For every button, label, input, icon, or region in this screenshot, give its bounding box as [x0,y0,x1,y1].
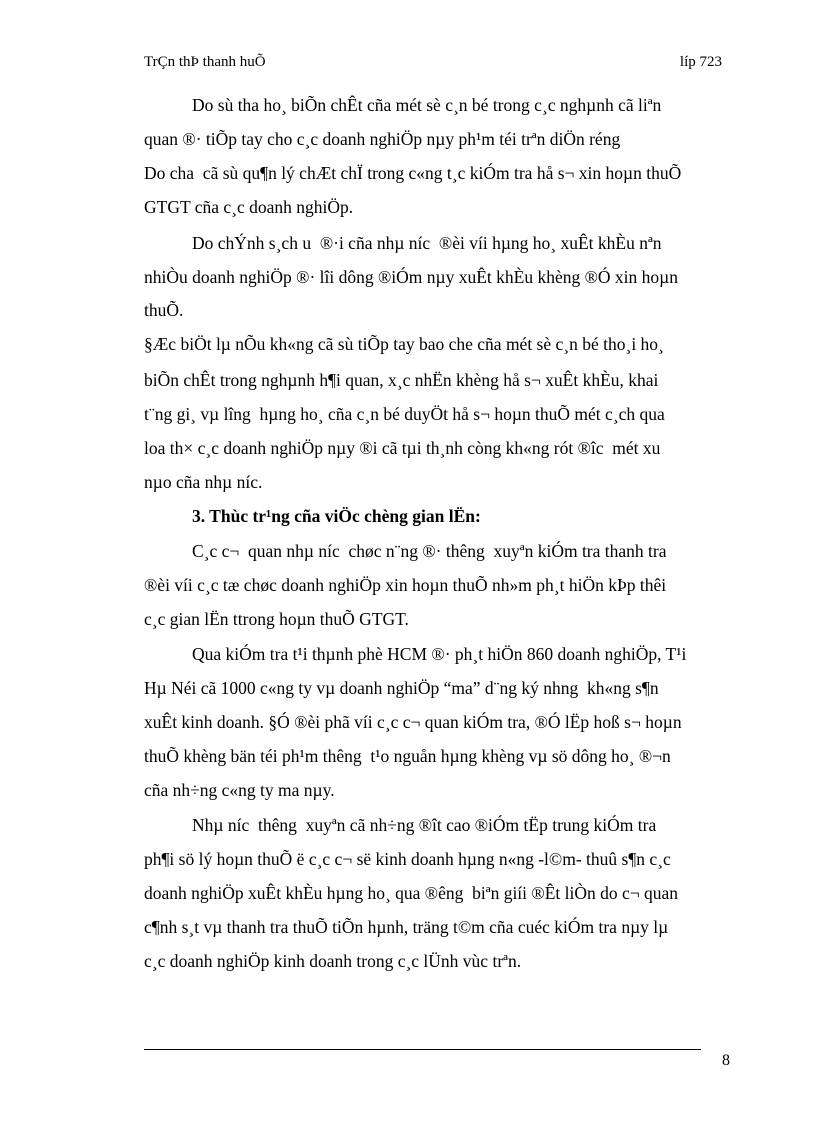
text-line: ph¶i sö lý hoµn thuÕ ë c¸c c¬ së kinh doanh hµng n«ng -l©m- thuû s¶n c¸c [144,849,671,869]
text-line: Qua kiÓm tra t¹i thµnh phè HCM ®· ph¸t hiÖn 860 doanh nghiÖp, T¹i [192,644,687,664]
text-line: nhiÒu doanh nghiÖp ®· lîi dông ®iÓm nµy xuÊt khÈu khèng ®Ó xin hoµn [144,267,678,287]
text-line: thuÕ khèng bän téi ph¹m thêng t¹o nguån hµng khèng vµ sö dông ho¸ ®¬n [144,746,671,766]
text-line: t¨ng gi¸ vµ lîng hµng ho¸ cña c¸n bé duyÖt hå s¬ hoµn thuÕ mét c¸ch qua [144,404,665,424]
text-line: nµo cña nhµ níc. [144,472,263,492]
text-line: c¸c gian lËn ttrong hoµn thuÕ GTGT. [144,609,409,629]
text-line: cña nh÷ng c«ng ty ma nµy. [144,780,335,800]
text-line: ®èi víi c¸c tæ chøc doanh nghiÖp xin hoµn thuÕ nh»m ph¸t hiÖn kÞp thêi [144,575,667,595]
footer-divider [144,1049,701,1050]
text-line: quan ®· tiÕp tay cho c¸c doanh nghiÖp nµy ph¹m téi trªn diÖn réng [144,129,621,149]
text-line: loa th× c¸c doanh nghiÖp nµy ®i cã tµi th¸nh còng kh«ng rót ®îc mét xu [144,438,661,458]
text-line: Do sù tha ho¸ biÕn chÊt cña mét sè c¸n bé trong c¸c nghµnh cã liªn [192,95,662,115]
text-line: §Æc biÖt lµ nÕu kh«ng cã sù tiÕp tay bao che cña mét sè c¸n bé tho¸i ho¸ [144,334,664,354]
section-heading: 3. Thùc tr¹ng cña viÖc chèng gian lËn: [192,506,481,526]
text-line: GTGT cña c¸c doanh nghiÖp. [144,197,354,217]
text-line: doanh nghiÖp xuÊt khÈu hµng ho¸ qua ®êng biªn giíi ®Êt liÒn do c¬ quan [144,883,679,903]
page-header [144,54,722,76]
header-author: TrÇn thÞ thanh huÕ [144,54,266,70]
text-line: c¶nh s¸t vµ thanh tra thuÕ tiÕn hµnh, träng t©m cña cuéc kiÓm tra nµy lµ [144,917,669,937]
text-line: biÕn chÊt trong nghµnh h¶i quan, x¸c nhËn khèng hå s¬ xuÊt khÈu, khai [144,370,659,390]
text-line: Do cha cã sù qu¶n lý chÆt chÏ trong c«ng t¸c kiÓm tra hå s¬ xin hoµn thuÕ [144,163,682,183]
text-line: Do chÝnh s¸ch u ®·i cña nhµ níc ®èi víi hµng ho¸ xuÊt khÈu nªn [192,233,662,253]
text-line: c¸c doanh nghiÖp kinh doanh trong c¸c lÜnh vùc trªn. [144,951,522,971]
text-line: thuÕ. [144,300,184,320]
text-line: Nhµ níc thêng xuyªn cã nh÷ng ®ît cao ®iÓm tËp trung kiÓm tra [192,815,657,835]
page-number: 8 [722,1052,730,1069]
text-line: Hµ Néi cã 1000 c«ng ty vµ doanh nghiÖp “ma” d¨ng ký nhng kh«ng s¶n [144,678,659,698]
header-class: líp 723 [679,54,722,70]
text-line: C¸c c¬ quan nhµ níc chøc n¨ng ®· thêng xuyªn kiÓm tra thanh tra [192,541,667,561]
text-line: xuÊt kinh doanh. §Ó ®èi phã víi c¸c c¬ quan kiÓm tra, ®Ó lËp hoß s¬ hoµn [144,712,682,732]
